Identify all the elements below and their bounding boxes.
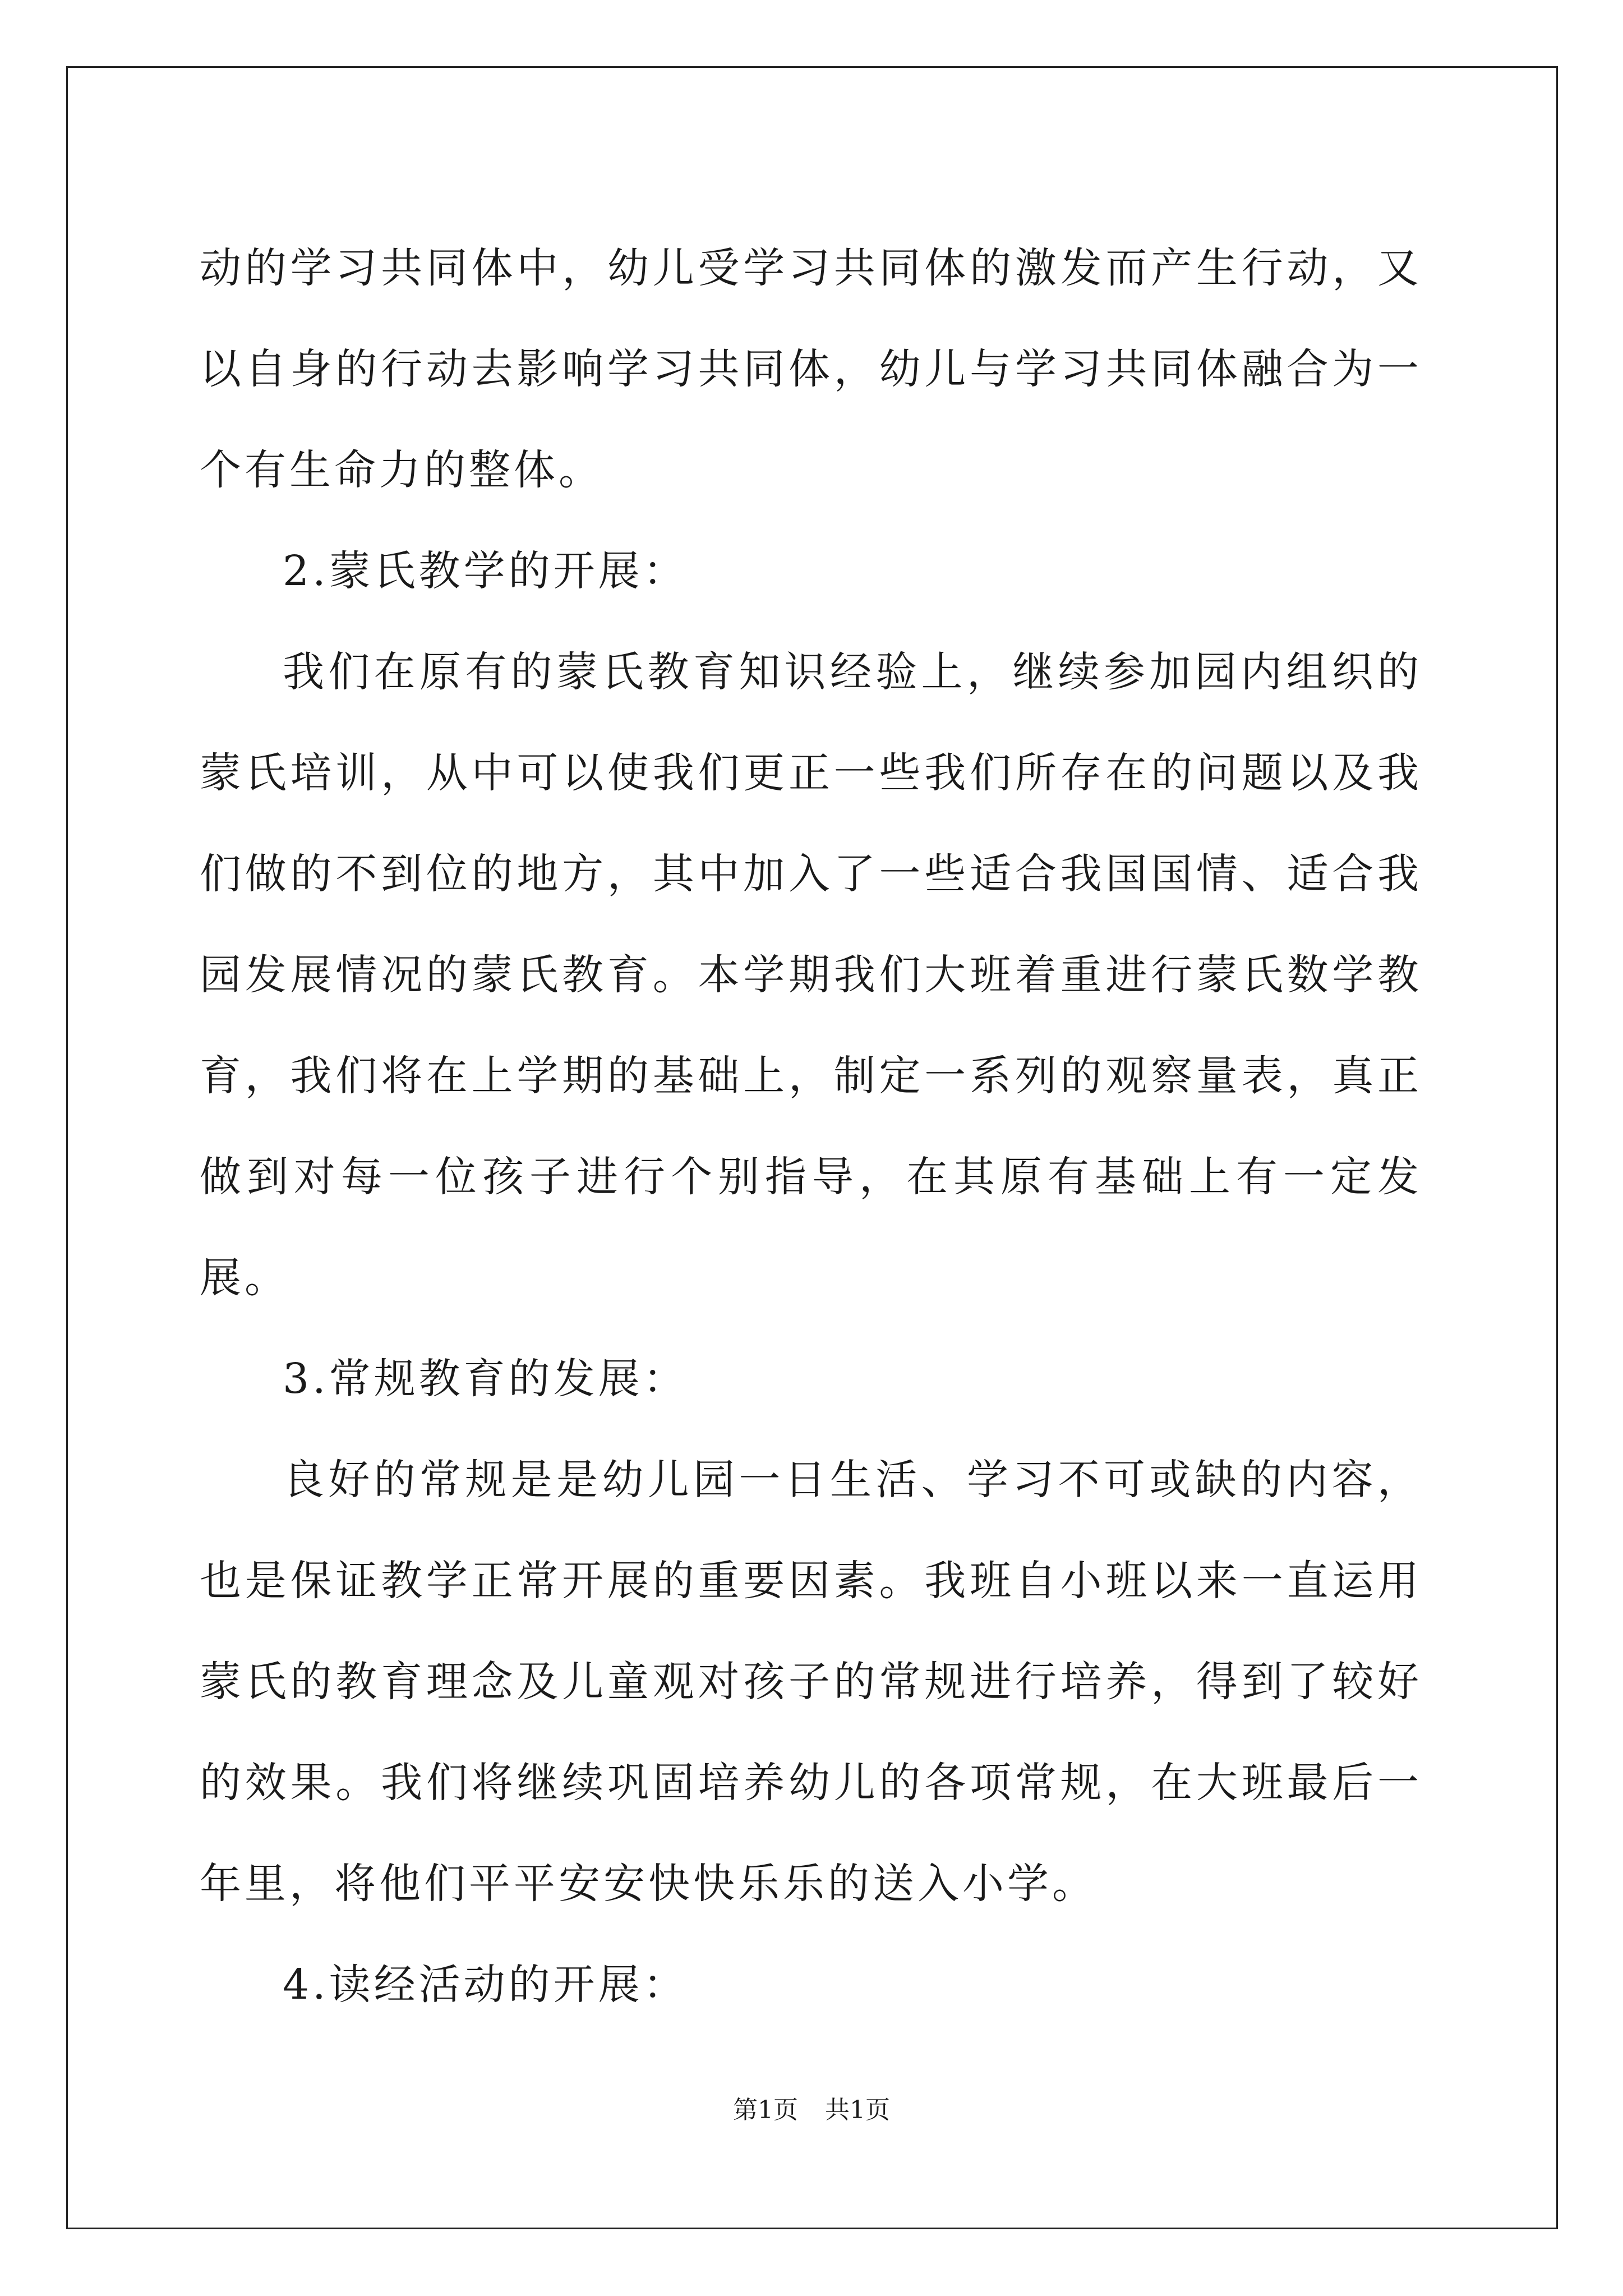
section-heading-reading: 4.读经活动的开展：: [283, 1961, 688, 2009]
paragraph-routine: 良好的常规是是幼儿园一日生活、学习不可或缺的内容，也是保证教学正常开展的重要因素。我班自小班以来一直运用蒙氏的教育理念及儿童观对孩子的常规进行培养，得到了较好的效果。我们将继续巩固培养幼儿的各项常规，在大班最后一年里，将他们平平安安快快乐乐的送入小学。: [200, 1456, 1422, 1908]
section-heading-montessori: 2.蒙氏教学的开展：: [283, 547, 688, 595]
section-heading-routine: 3.常规教育的发展：: [283, 1355, 688, 1403]
paragraph-montessori: 我们在原有的蒙氏教育知识经验上，继续参加园内组织的蒙氏培训，从中可以使我们更正一些我们所存在的问题以及我们做的不到位的地方，其中加入了一些适合我国国情、适合我园发展情况的蒙氏教育。本学期我们大班着重进行蒙氏数学教育，我们将在上学期的基础上，制定一系列的观察量表，真正做到对每一位孩子进行个别指导，在其原有基础上有一定发展。: [200, 648, 1422, 1302]
page-total: 共1页: [825, 2096, 890, 2124]
document-body: [200, 218, 1422, 2035]
page-footer: [0, 2093, 1623, 2127]
paragraph-continuation: 动的学习共同体中，幼儿受学习共同体的激发而产生行动，又以自身的行动去影响学习共同体，幼儿与学习共同体融合为一个有生命力的整体。: [200, 244, 1422, 494]
page-number: 第1页: [733, 2096, 798, 2124]
